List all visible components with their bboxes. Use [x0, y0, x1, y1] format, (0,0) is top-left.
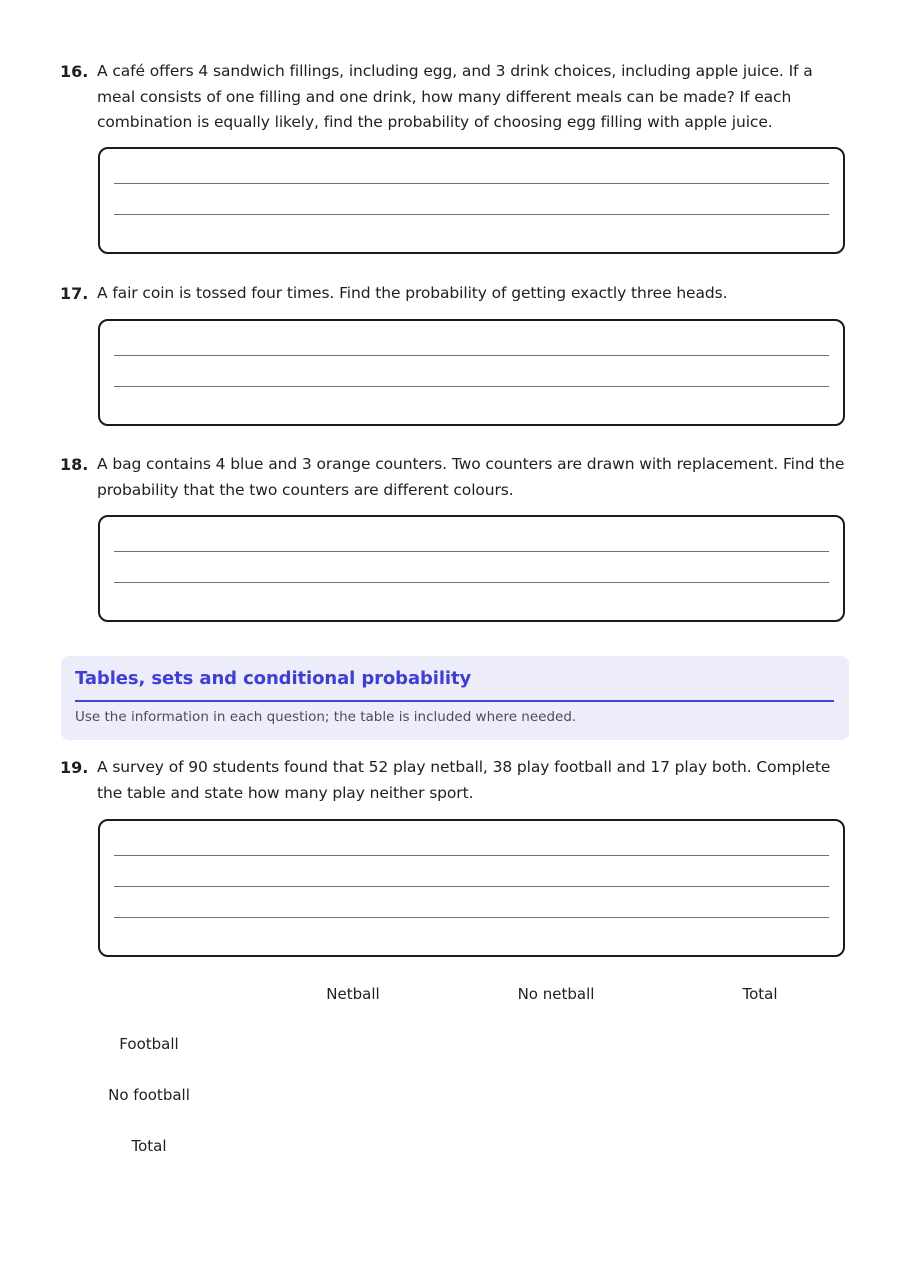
question-18 [60, 452, 850, 503]
answer-line [114, 183, 829, 184]
question-text: A bag contains 4 blue and 3 orange counters. Two counters are drawn with replacement. Find the probability that the two counters are different colours. [97, 455, 845, 499]
section-banner [61, 656, 849, 740]
question-19 [60, 755, 850, 806]
answer-line [114, 917, 829, 918]
question-number: 18. [60, 455, 89, 474]
answer-line [114, 551, 829, 552]
answer-line [114, 582, 829, 583]
question-number: 16. [60, 62, 89, 81]
section-divider [75, 700, 834, 702]
question-text: A fair coin is tossed four times. Find the probability of getting exactly three heads. [97, 284, 728, 302]
table-column-header: Netball [326, 985, 380, 1003]
answer-line [114, 386, 829, 387]
question-text: A survey of 90 students found that 52 play netball, 38 play football and 17 play both. Complete the table and state how many play neither sport. [97, 758, 831, 802]
answer-line [114, 855, 829, 856]
question-text: A café offers 4 sandwich fillings, including egg, and 3 drink choices, including apple juice. If a meal consists of one filling and one drink, how many different meals can be made? If each combination is equally likely, find the probability of choosing egg filling with apple juice. [97, 62, 813, 131]
table-row-header: Football [119, 1035, 179, 1053]
question-number: 17. [60, 284, 89, 303]
answer-line [114, 355, 829, 356]
answer-box-16[interactable] [98, 147, 845, 254]
answer-box-19[interactable] [98, 819, 845, 957]
answer-line [114, 214, 829, 215]
answer-box-17[interactable] [98, 319, 845, 426]
question-16 [60, 59, 850, 136]
table-column-header: Total [742, 985, 778, 1003]
table-column-header: No netball [517, 985, 595, 1003]
table-row-header: No football [108, 1086, 190, 1104]
answer-line [114, 886, 829, 887]
section-note: Use the information in each question; the table is included where needed. [75, 709, 577, 725]
section-title: Tables, sets and conditional probability [75, 668, 472, 689]
table-row-header: Total [131, 1137, 167, 1155]
question-17 [60, 281, 850, 307]
answer-box-18[interactable] [98, 515, 845, 622]
question-number: 19. [60, 758, 89, 777]
